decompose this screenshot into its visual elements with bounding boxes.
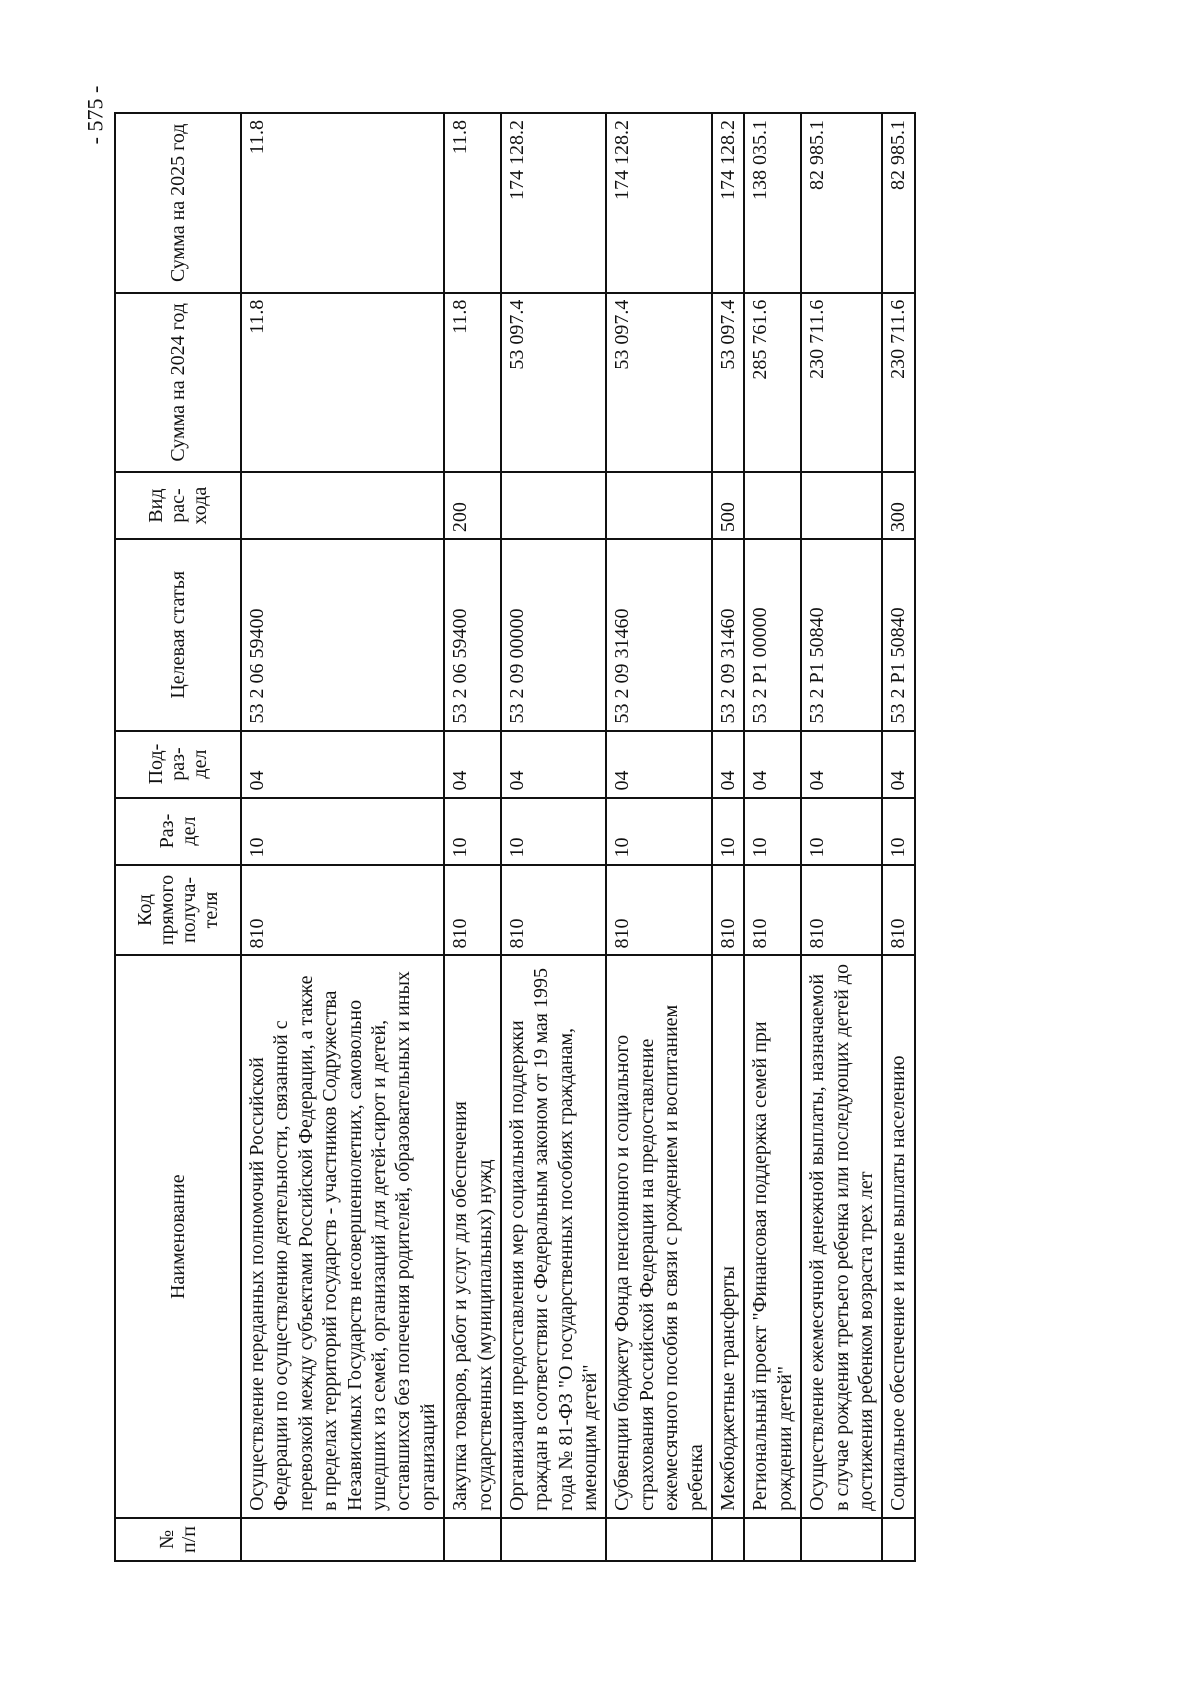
cell-exptype: 500 — [712, 472, 744, 539]
cell-exptype — [501, 472, 607, 539]
table-body — [241, 113, 915, 1561]
cell-section: 10 — [744, 798, 801, 865]
cell-recipient: 810 — [501, 865, 607, 956]
cell-target: 53 2 06 59400 — [241, 539, 444, 730]
cell-num — [712, 1518, 744, 1561]
cell-name: Организация предоставления мер социальной поддержки граждан в соответствии с Федеральным законом от 19 мая 1995 года № 81-ФЗ "О государственных пособиях гражданам, имеющим детей" — [501, 955, 607, 1517]
cell-recipient: 810 — [444, 865, 501, 956]
cell-recipient: 810 — [882, 865, 914, 956]
cell-subsection: 04 — [241, 731, 444, 798]
header-sum2025: Сумма на 2025 год — [115, 113, 241, 293]
cell-sum2025: 174 128.2 — [501, 113, 607, 293]
table-row — [501, 113, 607, 1561]
cell-sum2025: 11.8 — [241, 113, 444, 293]
cell-exptype — [606, 472, 712, 539]
cell-recipient: 810 — [241, 865, 444, 956]
cell-recipient: 810 — [801, 865, 882, 956]
cell-subsection: 04 — [501, 731, 607, 798]
cell-num — [606, 1518, 712, 1561]
table-row — [882, 113, 914, 1561]
cell-num — [801, 1518, 882, 1561]
cell-num — [241, 1518, 444, 1561]
header-exptype: Вид рас-хода — [115, 472, 241, 539]
cell-recipient: 810 — [606, 865, 712, 956]
cell-subsection: 04 — [882, 731, 914, 798]
cell-target: 53 2 09 31460 — [712, 539, 744, 730]
cell-section: 10 — [606, 798, 712, 865]
cell-name: Осуществление переданных полномочий Российской Федерации по осуществлению деятельности, связанной с перевозкой между субъектами Российской Федерации, а также в пределах территорий государств - участников Содружества Независимых Государств несовершеннолетних, самовольно ушедших из семей, организаций для детей-сирот и детей, оставшихся без попечения родителей, образовательных и иных организаций — [241, 955, 444, 1517]
cell-target: 53 2 P1 50840 — [801, 539, 882, 730]
cell-subsection: 04 — [606, 731, 712, 798]
cell-section: 10 — [712, 798, 744, 865]
cell-target: 53 2 P1 50840 — [882, 539, 914, 730]
cell-sum2025: 11.8 — [444, 113, 501, 293]
cell-sum2024: 230 711.6 — [882, 293, 914, 473]
cell-sum2024: 53 097.4 — [501, 293, 607, 473]
rotated-table-container — [114, 112, 1014, 1562]
cell-sum2024: 53 097.4 — [712, 293, 744, 473]
header-subsection: Под-раз-дел — [115, 731, 241, 798]
cell-sum2025: 138 035.1 — [744, 113, 801, 293]
table-row — [744, 113, 801, 1561]
cell-target: 53 2 06 59400 — [444, 539, 501, 730]
header-row — [115, 113, 241, 1561]
cell-section: 10 — [444, 798, 501, 865]
cell-sum2024: 230 711.6 — [801, 293, 882, 473]
cell-subsection: 04 — [444, 731, 501, 798]
cell-recipient: 810 — [712, 865, 744, 956]
cell-num — [444, 1518, 501, 1561]
cell-sum2025: 82 985.1 — [882, 113, 914, 293]
cell-name: Субвенции бюджету Фонда пенсионного и социального страхования Российской Федерации на предоставление ежемесячного пособия в связи с рождением и воспитанием ребенка — [606, 955, 712, 1517]
cell-target: 53 2 09 00000 — [501, 539, 607, 730]
cell-sum2025: 174 128.2 — [712, 113, 744, 293]
cell-name: Социальное обеспечение и иные выплаты населению — [882, 955, 914, 1517]
table-row — [801, 113, 882, 1561]
cell-subsection: 04 — [712, 731, 744, 798]
cell-exptype — [801, 472, 882, 539]
cell-section: 10 — [801, 798, 882, 865]
cell-num — [501, 1518, 607, 1561]
table-row — [241, 113, 444, 1561]
cell-subsection: 04 — [801, 731, 882, 798]
cell-sum2025: 174 128.2 — [606, 113, 712, 293]
header-target: Целевая статья — [115, 539, 241, 730]
cell-name: Межбюджетные трансферты — [712, 955, 744, 1517]
cell-sum2024: 11.8 — [241, 293, 444, 473]
budget-table — [114, 112, 916, 1562]
cell-section: 10 — [501, 798, 607, 865]
table-row — [712, 113, 744, 1561]
cell-sum2024: 53 097.4 — [606, 293, 712, 473]
cell-recipient: 810 — [744, 865, 801, 956]
cell-num — [744, 1518, 801, 1561]
cell-exptype — [241, 472, 444, 539]
cell-target: 53 2 09 31460 — [606, 539, 712, 730]
cell-sum2024: 11.8 — [444, 293, 501, 473]
cell-num — [882, 1518, 914, 1561]
cell-exptype: 300 — [882, 472, 914, 539]
cell-exptype — [744, 472, 801, 539]
page-number-text: - 575 - — [82, 85, 107, 145]
cell-name: Региональный проект "Финансовая поддержка семей при рождении детей" — [744, 955, 801, 1517]
cell-target: 53 2 P1 00000 — [744, 539, 801, 730]
cell-subsection: 04 — [744, 731, 801, 798]
cell-section: 10 — [241, 798, 444, 865]
table-row — [444, 113, 501, 1561]
header-recipient: Код прямого получа-теля — [115, 865, 241, 956]
cell-name: Закупка товаров, работ и услуг для обеспечения государственных (муниципальных) нужд — [444, 955, 501, 1517]
cell-sum2025: 82 985.1 — [801, 113, 882, 293]
table-header — [115, 113, 241, 1561]
table-row — [606, 113, 712, 1561]
header-sum2024: Сумма на 2024 год — [115, 293, 241, 473]
cell-exptype: 200 — [444, 472, 501, 539]
cell-sum2024: 285 761.6 — [744, 293, 801, 473]
cell-section: 10 — [882, 798, 914, 865]
header-name: Наименование — [115, 955, 241, 1517]
cell-name: Осуществление ежемесячной денежной выплаты, назначаемой в случае рождения третьего ребенка или последующих детей до достижения ребенком возраста трех лет — [801, 955, 882, 1517]
header-section: Раз-дел — [115, 798, 241, 865]
header-num: № п/п — [115, 1518, 241, 1561]
